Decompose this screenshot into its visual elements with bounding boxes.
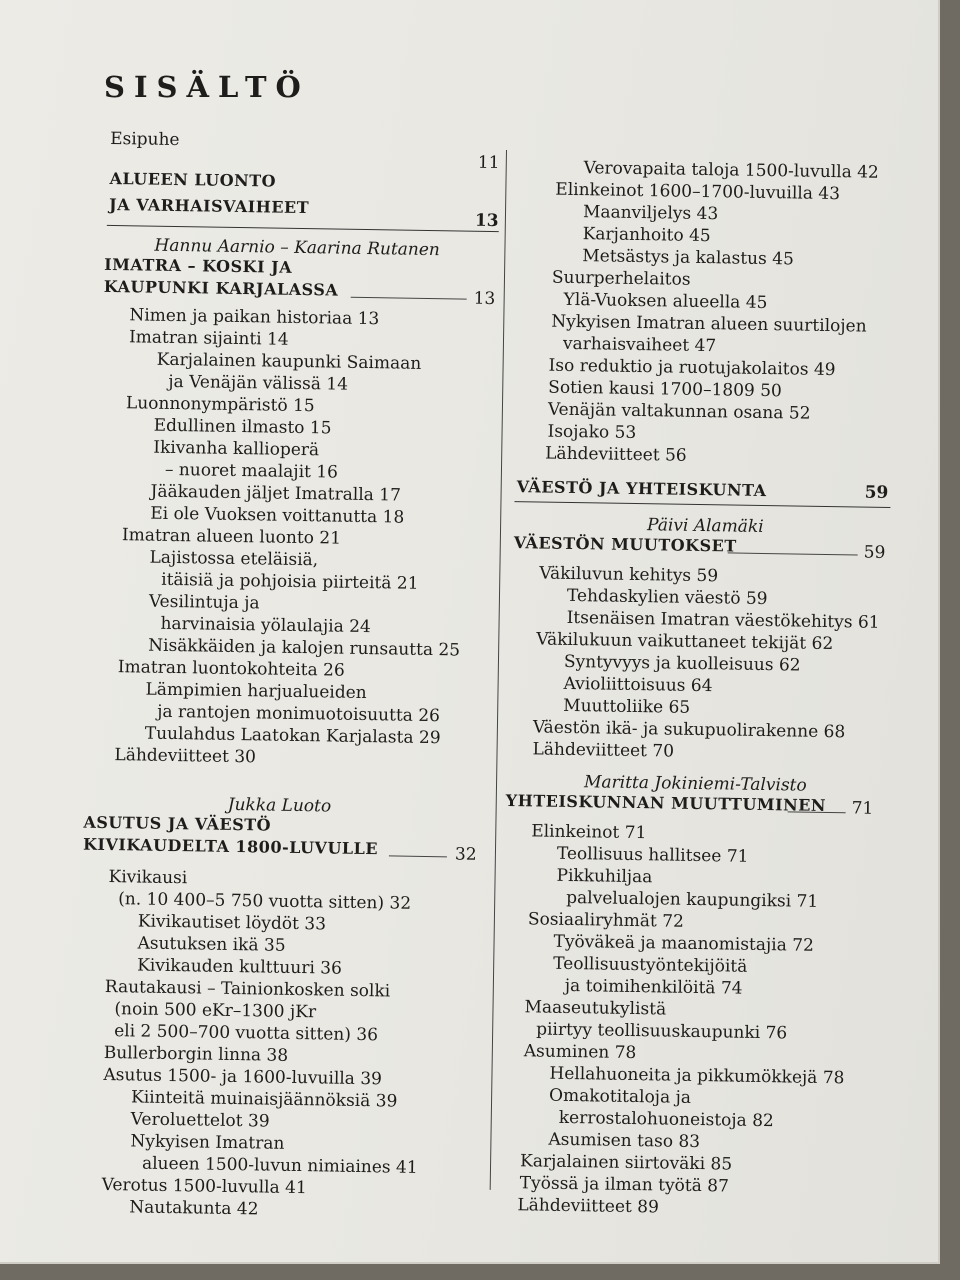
toc-item[interactable]: Karjalainen siirtoväki 85 (519, 1151, 733, 1175)
toc-item[interactable]: harvinaisia yölaulajia 24 (160, 613, 371, 638)
part-title-line1[interactable]: ALUEEN LUONTO (109, 168, 277, 191)
toc-item[interactable]: Asutuksen ikä 35 (137, 933, 286, 956)
toc-item[interactable]: (noin 500 eKr–1300 jKr (114, 999, 317, 1023)
toc-item[interactable]: Luonnonympäristö 15 (125, 393, 315, 417)
toc-item[interactable]: Nykyisen Imatran (130, 1131, 285, 1154)
toc-item[interactable]: Elinkeinot 71 (531, 821, 647, 844)
chapter-title-line1[interactable]: IMATRA – KOSKI JA (104, 254, 293, 277)
toc-page-esipuhe: 11 (477, 152, 500, 174)
toc-item[interactable]: Imatran sijainti 14 (128, 327, 289, 350)
toc-item[interactable]: Ei ole Vuoksen voittanutta 18 (150, 503, 405, 528)
chapter-page: 13 (473, 288, 496, 310)
chapter-page: 71 (851, 798, 874, 819)
toc-item[interactable]: Kivikauden kulttuuri 36 (137, 955, 343, 979)
toc-item[interactable]: eli 2 500–700 vuotta sitten) 36 (113, 1021, 379, 1046)
toc-item[interactable]: Nykyisen Imatran alueen suurtilojen (551, 311, 867, 337)
toc-item[interactable]: Maanviljelys 43 (582, 202, 719, 225)
toc-item[interactable]: Muuttoliike 65 (563, 695, 691, 718)
toc-item[interactable]: Vesilintuja ja (148, 591, 260, 614)
toc-item[interactable]: Verovapaita taloja 1500-luvulla 42 (583, 158, 879, 183)
toc-item[interactable]: Ikivanha kallioperä (153, 437, 320, 461)
toc-item[interactable]: Työssä ja ilman työtä 87 (519, 1173, 730, 1197)
toc-item[interactable]: ja Venäjän välissä 14 (168, 371, 349, 395)
leader-line (728, 552, 858, 555)
part-page: 13 (474, 210, 499, 232)
toc-item[interactable]: piirtyy teollisuuskaupunki 76 (536, 1019, 788, 1044)
toc-item[interactable]: Avioliittoisuus 64 (563, 673, 713, 697)
chapter-author: Päivi Alamäki (646, 515, 764, 537)
toc-item[interactable]: Lähdeviitteet 70 (532, 739, 675, 762)
part-page: 59 (864, 482, 889, 503)
toc-item[interactable]: Väkiluvun kehitys 59 (539, 563, 719, 587)
toc-item[interactable]: Nisäkkäiden ja kalojen runsautta 25 (148, 635, 461, 661)
toc-item[interactable]: Väestön ikä- ja sukupuolirakenne 68 (532, 717, 846, 743)
chapter-title-line2[interactable]: KIVIKAUDELTA 1800-LUVULLE (82, 834, 379, 859)
toc-item[interactable]: Asumisen taso 83 (548, 1129, 701, 1153)
chapter-title-line2[interactable]: KAUPUNKI KARJALASSA (103, 276, 339, 300)
toc-item[interactable]: varhaisvaiheet 47 (562, 333, 717, 357)
chapter-author: Jukka Luoto (227, 794, 332, 817)
toc-item[interactable]: Imatran alueen luonto 21 (121, 525, 342, 549)
toc-item[interactable]: Maaseutukylistä (524, 997, 667, 1020)
toc-item[interactable]: Sosiaaliryhmät 72 (527, 909, 685, 932)
chapter-page: 59 (863, 542, 886, 563)
toc-item[interactable]: Isojako 53 (547, 421, 637, 443)
toc-item[interactable]: – nuoret maalajit 16 (164, 459, 339, 483)
toc-item[interactable]: Elinkeinot 1600–1700-luvuilla 43 (555, 179, 841, 205)
toc-item[interactable]: Verotus 1500-luvulla 41 (101, 1174, 307, 1199)
toc-item[interactable]: Lähdeviitteet 30 (114, 745, 257, 768)
toc-item[interactable]: Kivikautiset löydöt 33 (137, 911, 327, 935)
toc-item[interactable]: Edullinen ilmasto 15 (153, 415, 332, 439)
toc-item[interactable]: Suurperhelaitos (551, 267, 691, 290)
toc-item[interactable]: Pikkuhiljaa (556, 865, 653, 888)
toc-item[interactable]: Karjanhoito 45 (582, 224, 711, 247)
toc-item[interactable]: Asuminen 78 (523, 1041, 637, 1064)
toc-item[interactable]: Tuulahdus Laatokan Karjalasta 29 (144, 723, 441, 749)
page-title: SISÄLTÖ (104, 70, 310, 104)
section-rule (514, 501, 890, 508)
chapter-title[interactable]: VÄESTÖN MUUTOKSET (513, 533, 737, 556)
toc-item[interactable]: Veroluettelot 39 (130, 1109, 270, 1132)
toc-item[interactable]: Lähdeviitteet 89 (517, 1195, 660, 1218)
toc-item[interactable]: Lähdeviitteet 56 (545, 443, 687, 466)
toc-item[interactable]: Hellahuoneita ja pikkumökkejä 78 (549, 1063, 845, 1089)
toc-item[interactable]: Imatran luontokohteita 26 (117, 657, 345, 681)
toc-item[interactable]: palvelualojen kaupungiksi 71 (566, 887, 819, 912)
chapter-page: 32 (454, 844, 477, 865)
chapter-author: Maritta Jokiniemi-Talvisto (583, 772, 807, 796)
part-title[interactable]: VÄESTÖ JA YHTEISKUNTA (516, 477, 767, 501)
toc-item[interactable]: Nautakunta 42 (129, 1197, 259, 1220)
part-title-line2[interactable]: JA VARHAISVAIHEET (108, 194, 310, 218)
toc-item[interactable]: Iso reduktio ja ruotujakolaitos 49 (548, 355, 836, 381)
toc-item[interactable]: Sotien kausi 1700–1809 50 (548, 377, 782, 402)
chapter-title[interactable]: YHTEISKUNNAN MUUTTUMINEN (505, 790, 827, 815)
toc-item[interactable]: Syntyvyys ja kuolleisuus 62 (563, 651, 801, 676)
toc-item[interactable]: Lämpimien harjualueiden (145, 679, 367, 704)
toc-item[interactable]: ja rantojen monimuotoisuutta 26 (157, 701, 441, 727)
toc-item[interactable]: Tehdaskylien väestö 59 (566, 585, 768, 610)
toc-item[interactable]: itäisiä ja pohjoisia piirteitä 21 (161, 569, 419, 594)
toc-item[interactable]: Jääkauden jäljet Imatralla 17 (150, 481, 402, 506)
toc-item[interactable]: Kivikausi (108, 867, 188, 889)
toc-item[interactable]: Teollisuustyöntekijöitä (553, 953, 748, 977)
toc-item[interactable]: Venäjän valtakunnan osana 52 (547, 399, 811, 424)
chapter-author: Hannu Aarnio – Kaarina Rutanen (154, 235, 440, 261)
toc-item[interactable]: Asutus 1500- ja 1600-luvuilla 39 (103, 1064, 383, 1090)
toc-item[interactable]: Bullerborgin linna 38 (103, 1042, 289, 1066)
toc-entry-esipuhe[interactable]: Esipuhe (110, 128, 180, 151)
toc-item[interactable]: Ylä-Vuoksen alueella 45 (563, 289, 768, 314)
toc-item[interactable]: Itsenäisen Imatran väestökehitys 61 (566, 607, 880, 633)
toc-item[interactable]: Työväkeä ja maanomistajia 72 (553, 931, 815, 956)
toc-item[interactable]: alueen 1500-luvun nimiaines 41 (141, 1153, 418, 1178)
toc-item[interactable]: ja toimihenkilöitä 74 (564, 975, 743, 999)
toc-item[interactable]: Lajistossa eteläisiä, (149, 547, 319, 571)
toc-item[interactable]: Väkilukuun vaikuttaneet tekijät 62 (536, 629, 834, 655)
toc-item[interactable]: Omakotitaloja ja (548, 1085, 692, 1108)
chapter-title-line1[interactable]: ASUTUS JA VÄESTÖ (83, 812, 272, 835)
toc-item[interactable]: Teollisuus hallitsee 71 (556, 843, 749, 867)
toc-item[interactable]: kerrostalohuoneistoja 82 (558, 1107, 774, 1132)
toc-item[interactable]: Kiinteitä muinaisjäännöksiä 39 (130, 1087, 398, 1112)
toc-item[interactable]: Rautakausi – Tainionkosken solki (104, 976, 391, 1002)
toc-item[interactable]: Metsästys ja kalastus 45 (582, 246, 794, 270)
toc-item[interactable]: Nimen ja paikan historiaa 13 (129, 305, 380, 330)
toc-item[interactable]: (n. 10 400–5 750 vuotta sitten) 32 (118, 889, 412, 914)
toc-item[interactable]: Karjalainen kaupunki Saimaan (156, 349, 422, 374)
